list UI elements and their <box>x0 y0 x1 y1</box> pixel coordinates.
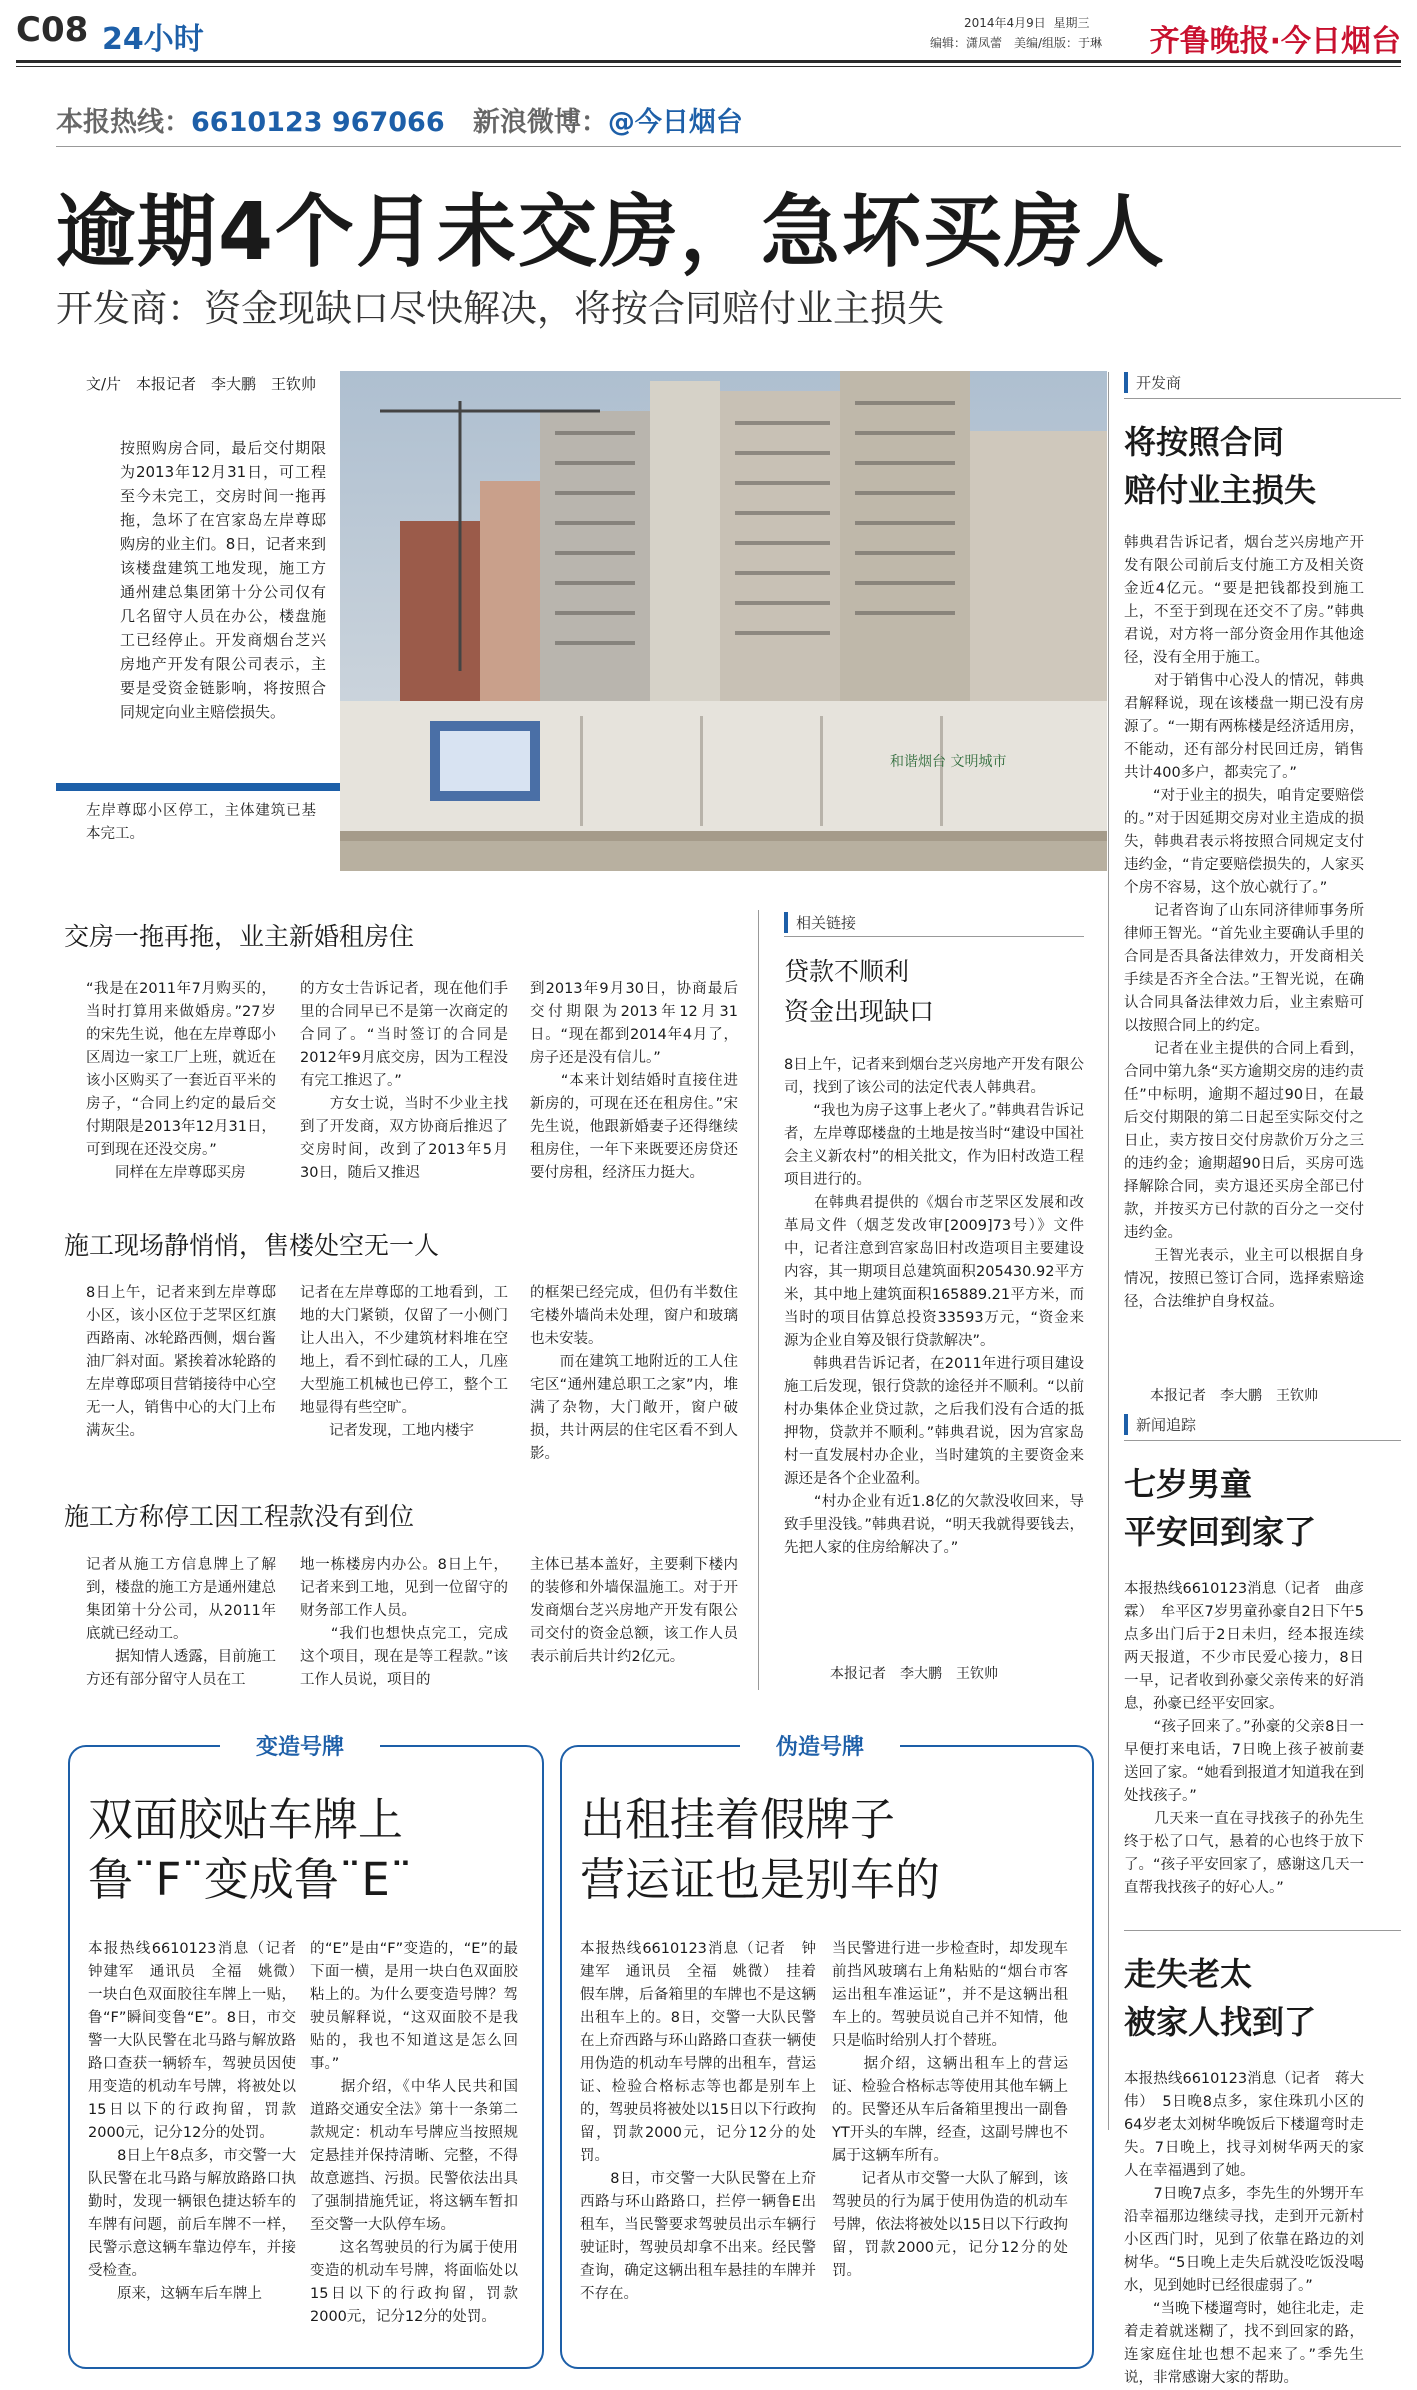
section-delay-col1: “我是在2011年7月购买的，当时打算用来做婚房。”27岁的宋先生说，他在左岸尊邸小区周边一家工厂上班，就近在该小区购买了一套近百平米的房子，“合同上约定的最后交付期限是2013年12月31日，可到现在还没交房。” 同样在左岸尊邸买房 <box>86 981 276 1181</box>
main-subheadline: 开发商：资金现缺口尽快解决，将按合同赔付业主损失 <box>56 287 944 330</box>
related-loan-sign: 本报记者 李大鹏 王钦帅 <box>830 1666 998 1682</box>
related-link-label: 相关链接 <box>784 912 856 933</box>
section-heading-site: 施工现场静悄悄，售楼处空无一人 <box>64 1231 440 1260</box>
story-heading-elderly: 走失老太 被家人找到了 <box>1124 1955 1317 2041</box>
sidebar-compensation-text: 韩典君告诉记者，烟台芝兴房地产开发有限公司前后支付施工方及相关资金近4亿元。“要是把钱都投到施工上，不至于到现在还交不了房。”韩典君说，对方将一部分资金用作其他途径，没有全用于施工。 对于销售中心没人的情况，韩典君解释说，现在该楼盘一期已没有房源了。“一期有两栋楼是经济适用房，不能动，还有部分村民回迁房，销售共计400多户，都卖完了。” “对于业主的损失，咱肯定要赔偿的。”对于因延期交房对业主造成的损失，韩典君表示将按照合同规定支付违约金，“肯定要赔偿损失的，人家买个房不容易，这个放心就行了。” 记者咨询了山东同济律师事务所律师王智光。“首先业主要确认手里的合同是否具备法律效力，开发商相关手续是否齐全合法。”王智光说，在确认合同具备法律效力后，业主索赔可以按照合同上的约定。 记者在业主提供的合同上看到，合同中第九条“买方逾期交房的违约责任”中标明，逾期不超过90日，在最后交付期限的第二日起至实际交付之日止，卖方按日交付房款价万分之三的违约金；逾期超90日后，买房可选择解除合同，卖方退还买房全部已付款，并按买方已付款的百分之一交付违约金。 王智光表示，业主可以根据自身情况，按照已签订合同，选择索赔途径，合法维护自身权益。 <box>1124 535 1364 1310</box>
caption-bar <box>56 783 340 791</box>
section-name: 24小时 <box>102 22 204 57</box>
related-loan-text: 8日上午，记者来到烟台芝兴房地产开发有限公司，找到了该公司的法定代表人韩典君。 “我也为房子这事上老火了。”韩典君告诉记者，左岸尊邸楼盘的土地是按当时“建设中国社会主义新农村”的相关批文，作为旧村改造工程项目进行的。 在韩典君提供的《烟台市芝罘区发展和改革局文件（烟芝发改审[2009]73号）》文件中，记者注意到宫家岛旧村改造项目主要建设内容，其一期项目总建筑面积205430.92平方米，其中地上建筑面积165889.21平方米，而当时的项目估算总投资33593万元，“资金来源为企业自筹及银行贷款解决”。 韩典君告诉记者，在2011年进行项目建设施工后发现，银行贷款的途径并不顺利。“以前村办集体企业贷过款，之后我们没有合适的抵押物，贷款并不顺利。”韩典君说，因为宫家岛村一直发展村办企业，当时建筑的主要资金来源还是各个企业盈利。 “村办企业有近1.8亿的欠款没收回来，导致手里没钱。”韩典君说，“明天我就得要钱去，先把人家的住房给解决了。” <box>784 1057 1084 1556</box>
related-divider <box>758 910 759 1690</box>
photo-caption: 左岸尊邸小区停工，主体建筑已基本完工。 <box>86 803 316 842</box>
story-heading-boy: 七岁男童 平安回到家了 <box>1124 1465 1317 1551</box>
box-heading-altered-plate: 双面胶贴车牌上 鲁¨F¨变成鲁¨E¨ <box>88 1793 413 1906</box>
newspaper-brand: 齐鲁晚报·今日烟台 <box>1149 24 1401 59</box>
header-rule <box>16 60 1401 63</box>
section-heading-payment: 施工方称停工因工程款没有到位 <box>64 1502 415 1531</box>
section-site-col3: 的框架已经完成，但仍有半数住宅楼外墙尚未处理，窗户和玻璃也未安装。 而在建筑工地附近的工人住宅区“通州建总职工之家”内，堆满了杂物，大门敞开，窗户破损，共计两层的住宅区看不到人影。 <box>530 1285 738 1462</box>
column-divider <box>1108 372 1109 2130</box>
main-byline: 文/片 本报记者 李大鹏 王钦帅 <box>86 375 317 393</box>
story-text-elderly: 本报热线6610123消息（记者 蒋大伟） 5日晚8点多，家住珠玑小区的64岁老太刘树华晚饭后下楼遛弯时走失。7日晚上，找寻刘树华两天的家人在幸福遇到了她。 7日晚7点多，李先生的外甥开车沿幸福那边继续寻找，走到开元新村小区西门时，见到了依靠在路边的刘树华。“5日晚上走失后就没吃饭没喝水，见到她时已经很虚弱了。” “当晚下楼遛弯时，她往北走，走着走着就迷糊了，找不到回家的路，连家庭住址也想不起来了。”季先生说，非常感谢大家的帮助。 <box>1124 2071 1364 2386</box>
section-heading-delay: 交房一拖再拖，业主新婚租房住 <box>64 922 415 951</box>
sidebar-heading-compensation: 将按照合同 赔付业主损失 <box>1124 423 1317 509</box>
hotline-bar: 本报热线：6610123 967066 新浪微博：@今日烟台 <box>56 107 743 138</box>
section-payment-col1: 记者从施工方信息牌上了解到，楼盘的施工方是通州建总集团第十分公司，从2011年底就已经动工。 据知情人透露，目前施工方还有部分留守人员在工 <box>86 1557 276 1688</box>
box-forged-plate-col2: 当民警进行进一步检查时，却发现车前挡风玻璃右上角粘贴的“烟台市客运出租车准运证”，并不是这辆出租车上的。驾驶员说自己并不知情，他只是临时给别人打个替班。 据介绍，这辆出租车上的营运证、检验合格标志等使用其他车辆上的。民警还从车后备箱里搜出一副鲁YT开头的车牌，经查，这副号牌也不属于这辆车所有。 记者从市交警一大队了解到，该驾驶员的行为属于使用伪造的机动车号牌，依法将被处以15日以下行政拘留，罚款2000元，记分12分的处罚。 <box>832 1941 1068 2279</box>
section-payment-col2: 地一栋楼房内办公。8日上午，记者来到工地，见到一位留守的财务部工作人员。 “我们也想快点完工，完成这个项目，现在是等工程款。”该工作人员说，项目的 <box>300 1557 508 1688</box>
fence-slogan: 和谐烟台 文明城市 <box>890 754 1007 770</box>
sidebar-compensation-sign: 本报记者 李大鹏 王钦帅 <box>1150 1388 1318 1404</box>
related-heading-loan: 贷款不顺利 资金出现缺口 <box>784 957 935 1026</box>
lead-paragraph: 按照购房合同，最后交付期限为2013年12月31日，可工程至今未完工，交房时间一拖再拖，急坏了在宫家岛左岸尊邸购房的业主们。8日，记者来到该楼盘建筑工地发现，施工方通州建总集团第十分公司仅有几名留守人员在办公，楼盘施工已经停止。开发商烟台芝兴房地产开发有限公司表示，主要是受资金链影响，将按照合同规定向业主赔偿损失。 <box>120 439 326 721</box>
main-headline: 逾期4个月未交房，急坏买房人 <box>56 186 1166 278</box>
section-payment-col3: 主体已基本盖好，主要剩下楼内的装修和外墙保温施工。对于开发商烟台芝兴房地产开发有限公司交付的资金总额，该工作人员表示前后共计约2亿元。 <box>530 1557 738 1665</box>
sidebar-label-developer: 开发商 <box>1124 372 1181 393</box>
news-track-rule-2 <box>1124 1930 1401 1931</box>
tag-altered-plate: 变造号牌 <box>220 1730 380 1760</box>
construction-photo <box>340 371 1107 871</box>
news-track-rule <box>1124 1440 1401 1441</box>
section-delay-col3: 到2013年9月30日，协商最后交付期限为2013年12月31日。“现在都到2014年4月了，房子还是没有信儿。” “本来计划结婚时直接住进新房的，可现在还在租房住。”宋先生说，他跟新婚妻子还得继续租房住，一年下来既要还房贷还要付房租，经济压力挺大。 <box>530 981 738 1181</box>
hotline-rule <box>56 146 1401 147</box>
box-altered-plate-col2: 的“E”是由“F”变造的，“E”的最下面一横，是用一块白色双面胶粘上的。为什么要变造号牌？驾驶员解释说，“这双面胶不是我贴的，我也不知道这是怎么回事。” 据介绍，《中华人民共和国道路交通安全法》第十一条第二款规定：机动车号牌应当按照规定悬挂并保持清晰、完整，不得故意遮挡、污损。民警依法出具了强制措施凭证，将这辆车暂扣至交警一大队停车场。 这名驾驶员的行为属于使用变造的机动车号牌，将面临处以15日以下的行政拘留，罚款2000元，记分12分的处罚。 <box>310 1941 518 2325</box>
section-delay-col2: 的方女士告诉记者，现在他们手里的合同早已不是第一次商定的合同了。“当时签订的合同是2012年9月底交房，因为工程没有完工推迟了。” 方女士说，当时不少业主找到了开发商，双方协商后推迟了交房时间，改到了2013年5月30日，随后又推迟 <box>300 981 508 1181</box>
page-number: C08 <box>16 10 89 50</box>
related-rule <box>784 936 1084 937</box>
issue-date: 2014年4月9日 星期三 <box>964 16 1090 30</box>
tag-forged-plate: 伪造号牌 <box>740 1730 900 1760</box>
section-site-col2: 记者在左岸尊邸的工地看到，工地的大门紧锁，仅留了一小侧门让人出入，不少建筑材料堆在空地上，看不到忙碌的工人，几座大型施工机械也已停工，整个工地显得有些空旷。 记者发现，工地内楼宇 <box>300 1285 508 1439</box>
story-text-boy: 本报热线6610123消息（记者 曲彦霖） 牟平区7岁男童孙豪自2日下午5点多出门后于2日未归，经本报连续两天报道，不少市民爱心接力，8日一早，记者收到孙豪父亲传来的好消息，孙豪已经平安回家。 “孩子回来了。”孙豪的父亲8日一早便打来电话，7日晚上孩子被前妻送回了家。“她看到报道才知道我在到处找孩子。” 几天来一直在寻找孩子的孙先生终于松了口气，悬着的心也终于放下了。“孩子平安回家了，感谢这几天一直帮我找孩子的好心人。” <box>1124 1581 1364 1896</box>
news-track-label: 新闻追踪 <box>1124 1414 1196 1435</box>
box-heading-forged-plate: 出租挂着假牌子 营运证也是别车的 <box>580 1793 941 1906</box>
box-altered-plate-col1: 本报热线6610123消息（记者 钟建军 通讯员 全福 姚微） 一块白色双面胶往车牌上一贴，鲁“F”瞬间变鲁“E”。8日，市交警一大队民警在北马路与解放路路口查获一辆轿车，驾驶员因使用变造的机动车号牌，将被处以15日以下的行政拘留，罚款2000元，记分12分的处罚。 8日上午8点多，市交警一大队民警在北马路与解放路路口执勤时，发现一辆银色捷达轿车的车牌有问题，前后车牌不一样，民警示意这辆车靠边停车，并接受检查。 原来，这辆车后车牌上 <box>88 1941 296 2302</box>
header-rule-thin <box>16 66 1401 67</box>
box-forged-plate-col1: 本报热线6610123消息（记者 钟建军 通讯员 全福 姚微） 挂着假车牌，后备箱里的车牌也不是这辆出租车上的。8日，交警一大队民警在上夼西路与环山路路口查获一辆使用伪造的机动车号牌的出租车，营运证、检验合格标志等也都是别车上的，驾驶员将被处以15日以下行政拘留，罚款2000元，记分12分的处罚。 8日，市交警一大队民警在上夼西路与环山路路口，拦停一辆鲁E出租车，当民警要求驾驶员出示车辆行驶证时，驾驶员却拿不出来。经民警查询，确定这辆出租车悬挂的车牌并不存在。 <box>580 1941 816 2302</box>
sidebar-rule <box>1124 398 1401 399</box>
editors-line: 编辑：潇凤蕾 美编/组版：于琳 <box>930 36 1103 50</box>
section-site-col1: 8日上午，记者来到左岸尊邸小区，该小区位于芝罘区红旗西路南、冰轮路西侧，烟台酱油厂斜对面。紧挨着冰轮路的左岸尊邸项目营销接待中心空无一人，销售中心的大门上布满灰尘。 <box>86 1285 276 1439</box>
